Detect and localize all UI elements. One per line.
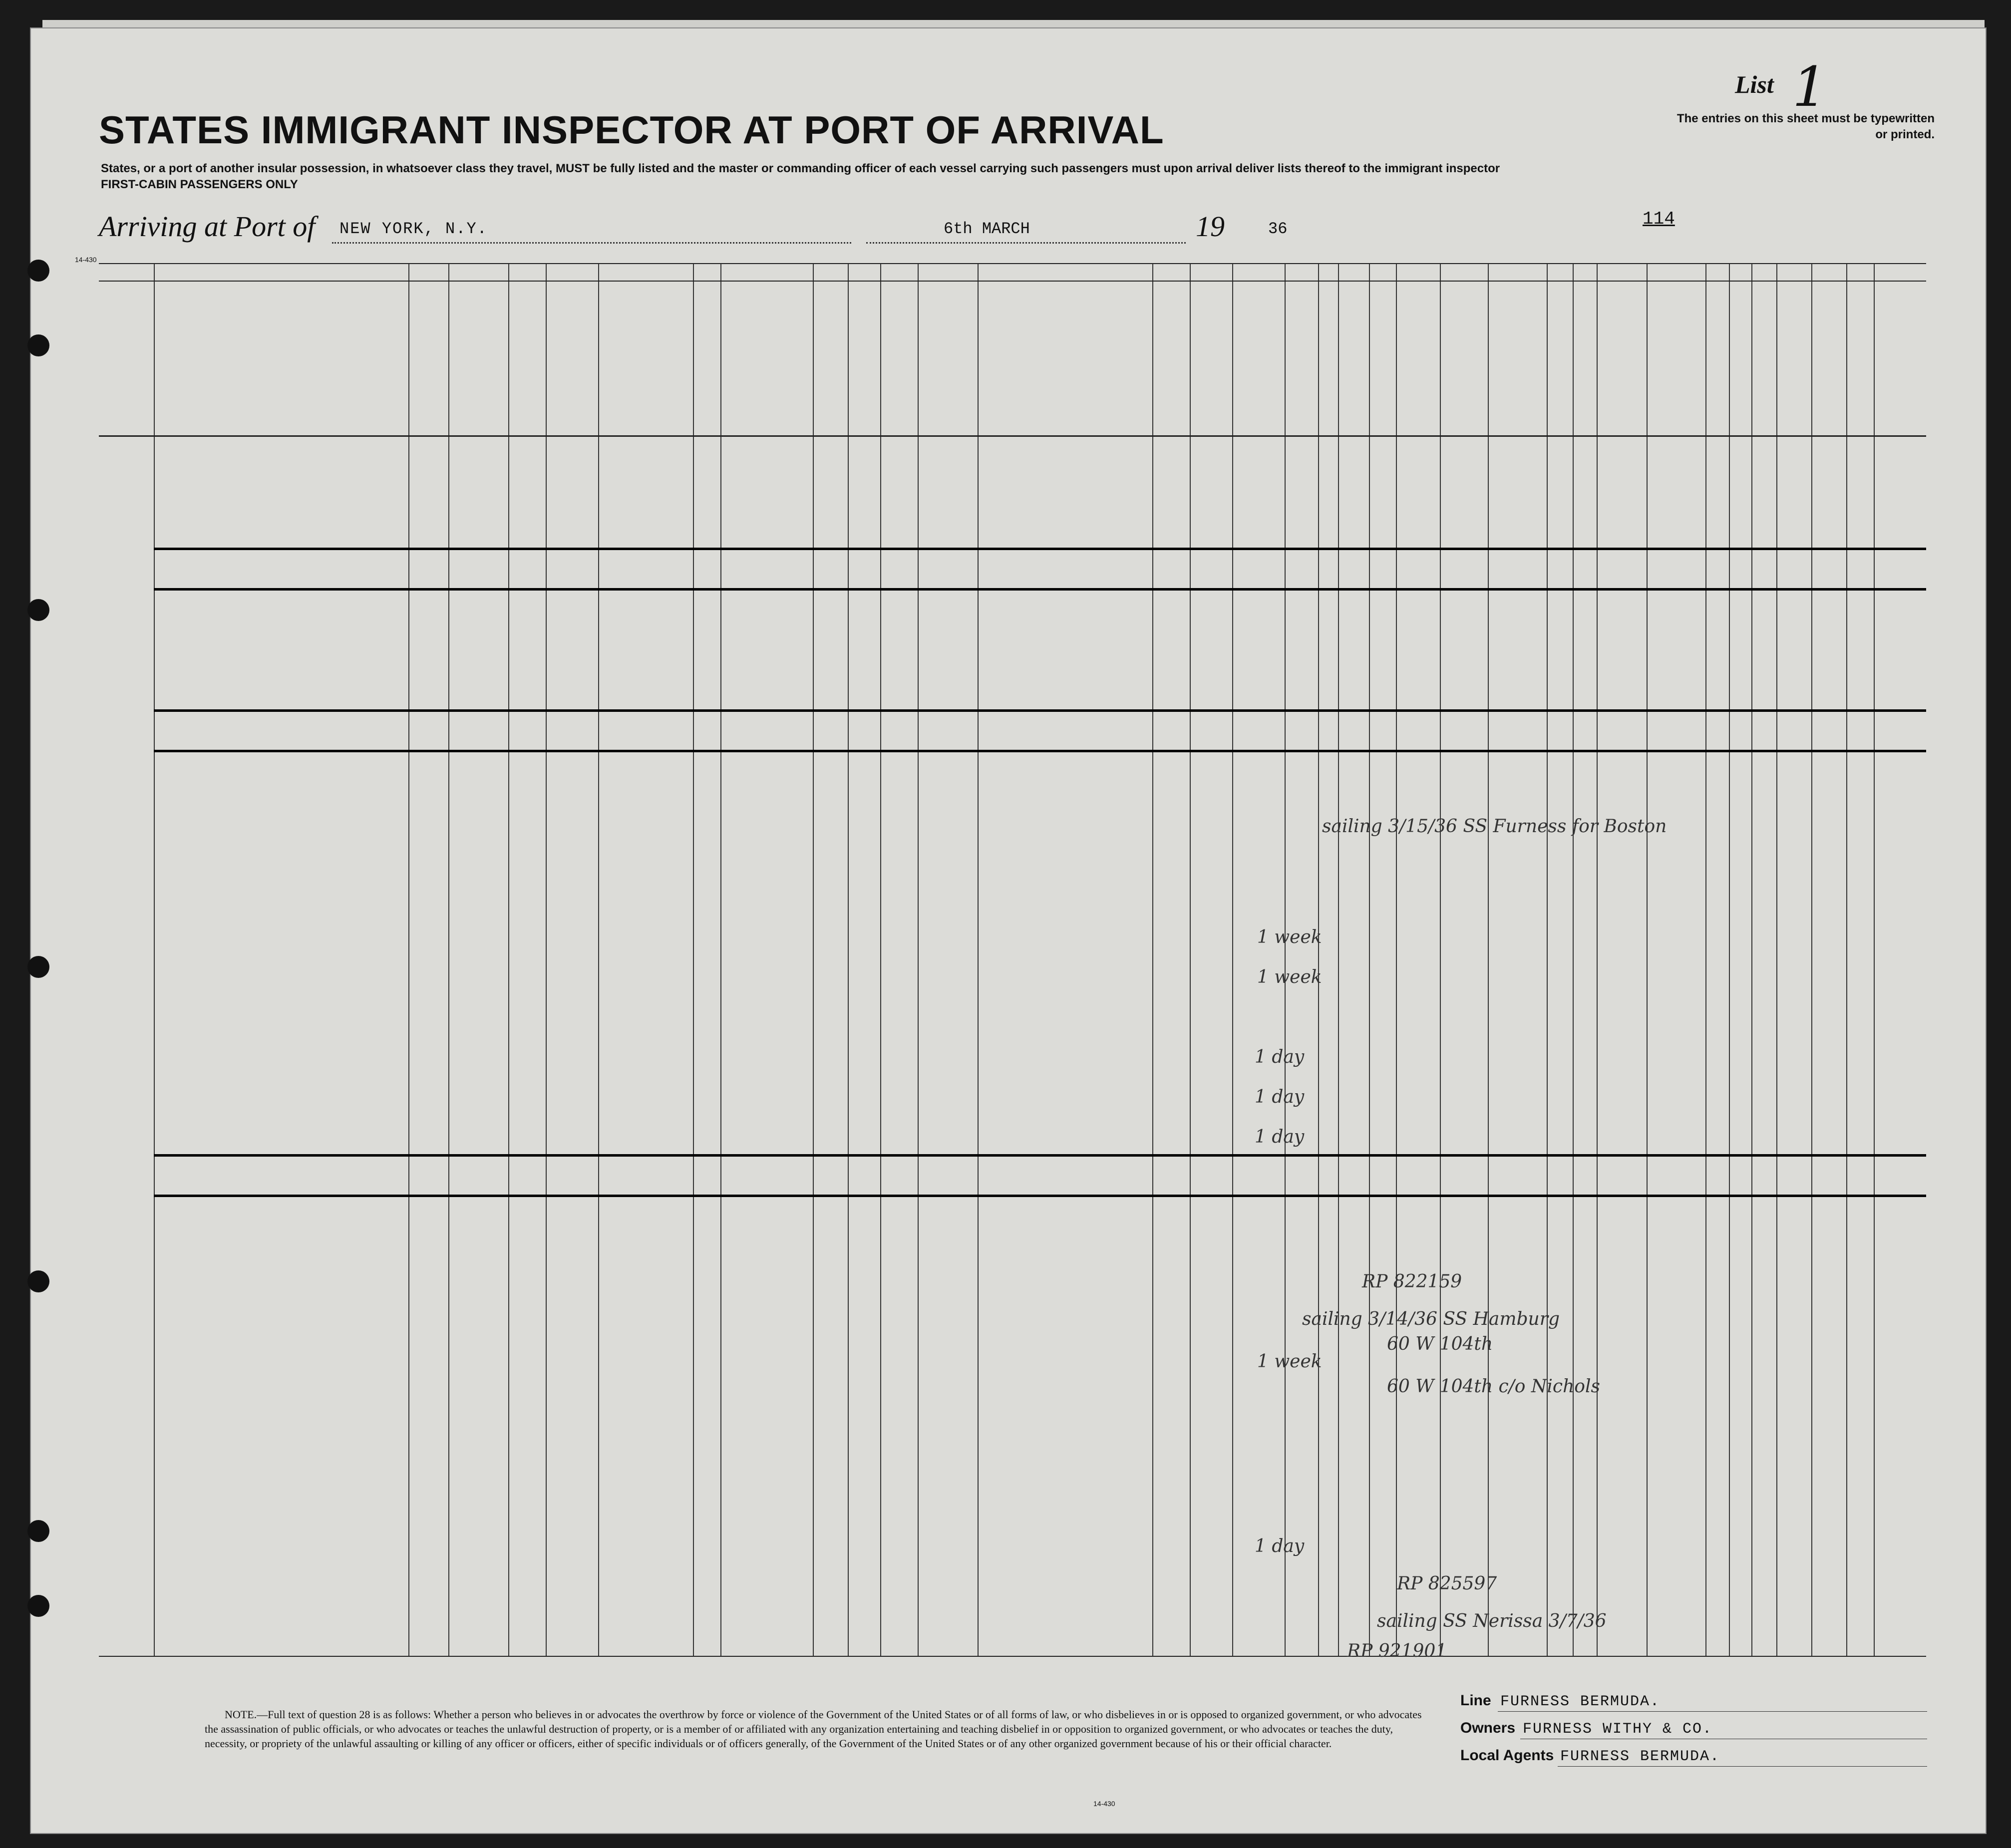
binder-hole — [27, 260, 49, 282]
eyes-header — [1777, 383, 1810, 398]
owners-value: FURNESS WITHY & CO. — [1523, 1721, 1713, 1738]
agents-value: FURNESS BERMUDA. — [1560, 1748, 1720, 1765]
column-rule — [448, 263, 449, 1656]
header-rule — [99, 263, 1926, 264]
last-residence-note — [723, 323, 975, 334]
c24b-header — [1191, 313, 1232, 433]
passage-paid-header — [623, 328, 693, 383]
column-rule — [1874, 263, 1875, 1656]
handwritten-annotation: 1 day — [1255, 1127, 1305, 1147]
column-rule — [1488, 263, 1489, 1656]
column-rule — [1573, 263, 1574, 1656]
join-relative-header — [983, 323, 1147, 398]
handwritten-annotation: 60 W 104th — [1387, 1334, 1493, 1354]
header-rule — [99, 281, 1926, 282]
strikethrough-line — [154, 1195, 1926, 1197]
manifest-table — [99, 263, 1926, 1661]
column-rule — [918, 263, 919, 1656]
column-rule — [1751, 263, 1752, 1656]
handwritten-annotation: 1 day — [1255, 1087, 1305, 1107]
column-rule — [1776, 263, 1777, 1656]
c30-header — [1441, 283, 1487, 433]
page-number: 114 — [1643, 209, 1675, 229]
form-number-bottom: 14-430 — [1093, 1800, 1115, 1808]
marks-header — [1814, 345, 1924, 360]
handwritten-annotation: 1 day — [1255, 1047, 1305, 1067]
yes-no-header — [815, 378, 845, 418]
column-rule — [1285, 263, 1286, 1656]
nearest-relative-header — [161, 328, 406, 418]
column-rule — [1705, 263, 1706, 1656]
column-rule — [880, 263, 881, 1656]
height-header — [1648, 313, 1704, 328]
column-rule — [1396, 263, 1397, 1656]
column-rule — [1440, 263, 1441, 1656]
c31-header — [1489, 283, 1546, 433]
column-rule — [1597, 263, 1598, 1656]
strikethrough-line — [154, 709, 1926, 712]
c25-header — [1286, 283, 1318, 433]
binder-hole — [27, 1520, 49, 1542]
binder-hole — [27, 334, 49, 356]
strikethrough-line — [154, 548, 1926, 550]
list-number: 1 — [1792, 55, 1827, 119]
column-rule — [508, 263, 509, 1656]
class-note: FIRST-CABIN PASSENGERS ONLY — [101, 178, 298, 191]
column-rule — [978, 263, 979, 1656]
binder-hole — [27, 599, 49, 621]
column-rule — [1318, 263, 1319, 1656]
column-rule — [408, 263, 409, 1656]
handwritten-annotation: sailing 3/15/36 SS Furness for Boston — [1322, 816, 1667, 837]
foreign-country-header — [409, 310, 447, 430]
c26-header — [1319, 283, 1337, 433]
strikethrough-line — [154, 750, 1926, 752]
column-rule — [154, 263, 155, 1656]
typewritten-note: The entries on this sheet must be typewritten or printed. — [1676, 112, 1935, 141]
header-rule — [99, 1656, 1926, 1657]
c28-header — [1370, 283, 1395, 433]
column-rule — [813, 263, 814, 1656]
column-rule — [1647, 263, 1648, 1656]
question-28-note: NOTE.—Full text of question 28 is as follows: Whether a person who believes in or advocates the overthrow by force or violence of the Government of the United States or of all forms of law, or who disbelieves in or is opposed to organized government, or who advocates the assassination of public officials, or who advocates or teaches the unlawful destruction of property, or is a member of or affiliated with any organization entertaining and teaching disbelief in or opposition to organized government, or who advocates or teaches the duty, necessity, or propriety of the unlawful assaulting or killing of any officer or officers, either of specific individuals or of officers generally, of the Government of the United States or of any other organized government because of his or their official character. — [205, 1708, 1422, 1750]
column-rule — [1232, 263, 1233, 1656]
form-number-top: 14-430 — [75, 256, 97, 264]
deformed-header — [1598, 323, 1646, 403]
state-header — [449, 398, 507, 418]
handwritten-annotation: 1 week — [1257, 927, 1322, 947]
list-label: List — [1735, 70, 1774, 98]
strikethrough-line — [154, 1154, 1926, 1157]
binder-hole — [27, 956, 49, 978]
passage-note — [623, 378, 693, 433]
column-rule — [1152, 263, 1153, 1656]
column-rule — [1846, 263, 1847, 1656]
fifty-dollars-header — [694, 288, 720, 433]
in-usa-header — [449, 310, 595, 345]
year-suffix: 36 — [1268, 220, 1288, 238]
column-rule — [720, 263, 721, 1656]
handwritten-annotation: 1 day — [1255, 1536, 1305, 1556]
page-title: STATES IMMIGRANT INSPECTOR AT PORT OF ARRIVAL — [99, 108, 1164, 152]
city-header — [509, 398, 595, 418]
c24c-header — [1233, 313, 1284, 433]
binder-hole — [27, 1270, 49, 1292]
agents-label: Local Agents — [1460, 1747, 1554, 1764]
binder-hole — [27, 1595, 49, 1617]
year-period-header — [850, 378, 915, 423]
handwritten-annotation: RP 825597 — [1397, 1573, 1497, 1594]
handwritten-annotation: sailing 3/14/36 SS Hamburg — [1302, 1309, 1560, 1329]
health-header — [1547, 323, 1597, 388]
no-on-list-header — [101, 333, 151, 393]
if-yes-header — [850, 338, 975, 352]
column-rule — [1190, 263, 1191, 1656]
instructions-text: States, or a port of another insular possession, in whatsoever class they travel, MUST be fully listed and the master or commanding officer of each vessel carrying such passengers must upon arrival deliver lists thereof to the immigrant inspector FIRST-CABIN PASSENGERS ONLY — [101, 162, 1500, 191]
handwritten-annotation: 1 week — [1257, 1351, 1322, 1372]
handwritten-annotation: 1 week — [1257, 967, 1322, 987]
column-rule — [693, 263, 694, 1656]
column-rule — [1729, 263, 1730, 1656]
column-rule — [1369, 263, 1370, 1656]
arriving-label: Arriving at Port of — [99, 210, 316, 243]
owners-label: Owners — [1460, 1720, 1516, 1736]
line-label: Line — [1460, 1692, 1491, 1709]
before-us-header — [723, 286, 975, 325]
column-rule — [1547, 263, 1548, 1656]
handwritten-annotation: RP 921901 — [1347, 1641, 1447, 1661]
column-rule — [1811, 263, 1812, 1656]
handwritten-annotation: 60 W 104th c/o Nichols — [1387, 1376, 1600, 1397]
where-header — [920, 388, 975, 408]
feet-header — [1648, 388, 1677, 418]
color-of-header — [1730, 313, 1810, 328]
c29-header — [1397, 283, 1439, 433]
column-rule — [848, 263, 849, 1656]
column-rule — [546, 263, 547, 1656]
final-destination-note — [411, 296, 596, 307]
column-rule — [1338, 263, 1339, 1656]
strikethrough-line — [154, 588, 1926, 591]
handwritten-annotation: RP 822159 — [1362, 1271, 1462, 1292]
line-value: FURNESS BERMUDA. — [1500, 1693, 1661, 1710]
header-rule — [99, 435, 1926, 437]
year-prefix: 19 — [1196, 210, 1225, 243]
c24a-header — [1153, 313, 1189, 433]
port-value: NEW YORK, N.Y. — [339, 220, 488, 238]
hair-header — [1730, 383, 1775, 398]
inches-header — [1681, 388, 1704, 423]
final-destination-header — [411, 283, 596, 297]
complexion-header — [1706, 345, 1728, 365]
column-rule — [598, 263, 599, 1656]
handwritten-annotation: sailing SS Nerissa 3/7/36 — [1377, 1611, 1607, 1631]
c27-header — [1339, 283, 1368, 433]
arrival-date: 6th MARCH — [944, 220, 1030, 238]
